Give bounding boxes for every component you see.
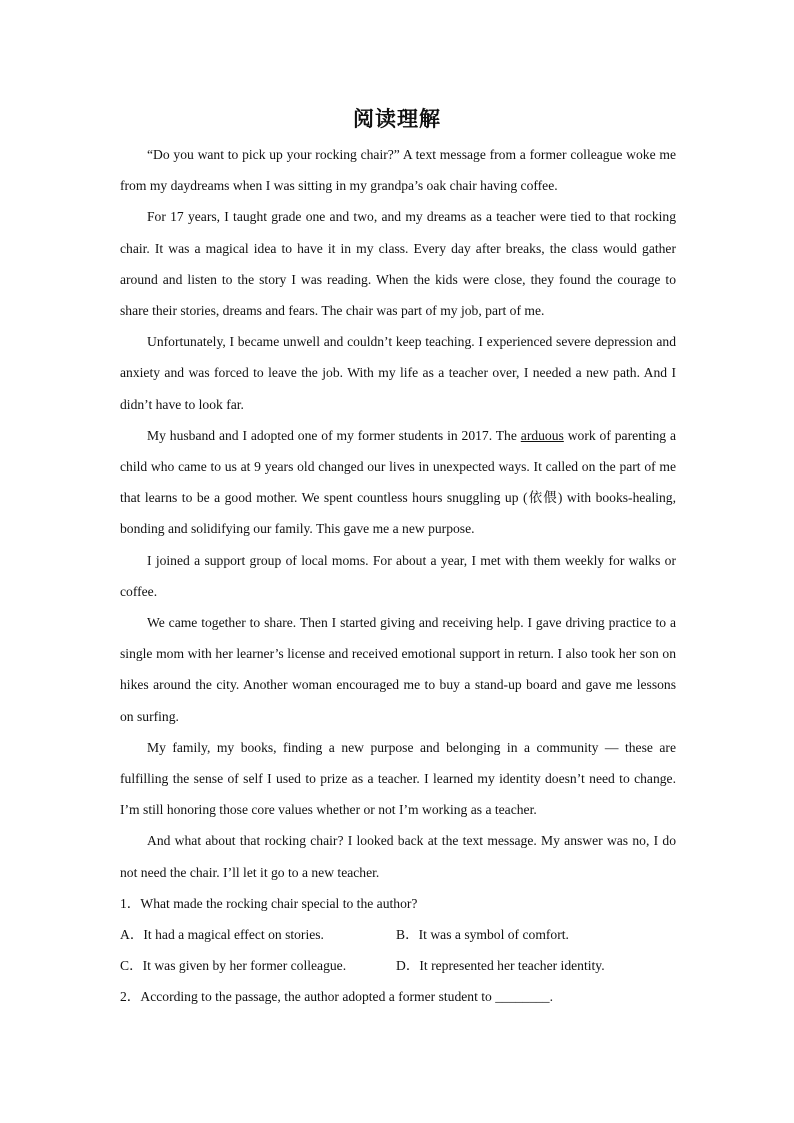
question-1-option-d[interactable]: D．It represented her teacher identity. [396,958,605,974]
question-1-option-c[interactable]: C．It was given by her former colleague. [120,958,347,974]
question-1-options [120,919,676,981]
page-title: 阅读理解 [353,106,441,131]
question-1-stem: 1．What made the rocking chair special to the author? [120,895,418,911]
passage-paragraph-8: And what about that rocking chair? I looked back at the text message. My answer was no, I do not need the chair. I’ll let it go to a new teacher. [120,833,676,880]
passage-paragraph-1: “Do you want to pick up your rocking chair?” A text message from a former colleague woke me from my daydreams when I was sitting in my grandpa’s oak chair having coffee. [120,147,676,194]
passage-paragraph-2: For 17 years, I taught grade one and two, and my dreams as a teacher were tied to that rocking chair. It was a magical idea to have it in my class. Every day after breaks, the class would gather around and listen to the story I was reading. When the kids were close, they found the courage to share their stories, dreams and fears. The chair was part of my job, part of me. [120,209,676,319]
underlined-word: arduous [520,427,564,443]
passage-paragraph-7: My family, my books, finding a new purpose and belonging in a community — these are fulfilling the sense of self I used to prize as a teacher. I learned my identity doesn’t need to change. I’m still honoring those core values whether or not I’m working as a teacher. [120,739,676,818]
question-1-option-a[interactable]: A．It had a magical effect on stories. [120,927,324,943]
passage-paragraph-3: Unfortunately, I became unwell and couldn’t keep teaching. I experienced severe depression and anxiety and was forced to leave the job. With my life as a teacher over, I needed a new path. And I didn’t have to look far. [120,334,676,412]
document-body [120,139,676,1013]
passage-paragraph-6: We came together to share. Then I started giving and receiving help. I gave driving practice to a single mom with her learner’s license and received emotional support in return. I also took her son on hikes around the city. Another woman encouraged me to buy a stand-up board and gave me lessons on surfing. [120,615,676,724]
passage-paragraph-5: I joined a support group of local moms. For about a year, I met with them weekly for walks or coffee. [120,552,676,599]
paragraph-4-text-before: My husband and I adopted one of my former students in 2017. The [147,427,521,443]
question-2-stem: 2．According to the passage, the author adopted a former student to ________. [120,989,554,1005]
passage-paragraph-4 [120,420,676,545]
paragraph-4-text-after: work of parenting a child who came to us at 9 years old changed our lives in unexpected ways. It called on the part of me that learns to be a good mother. We spent countless hours snuggling up (依偎) with books-healing, bonding and solidifying our family. This gave me a new purpose. [120,427,676,537]
question-1-option-b[interactable]: B．It was a symbol of comfort. [396,927,569,943]
